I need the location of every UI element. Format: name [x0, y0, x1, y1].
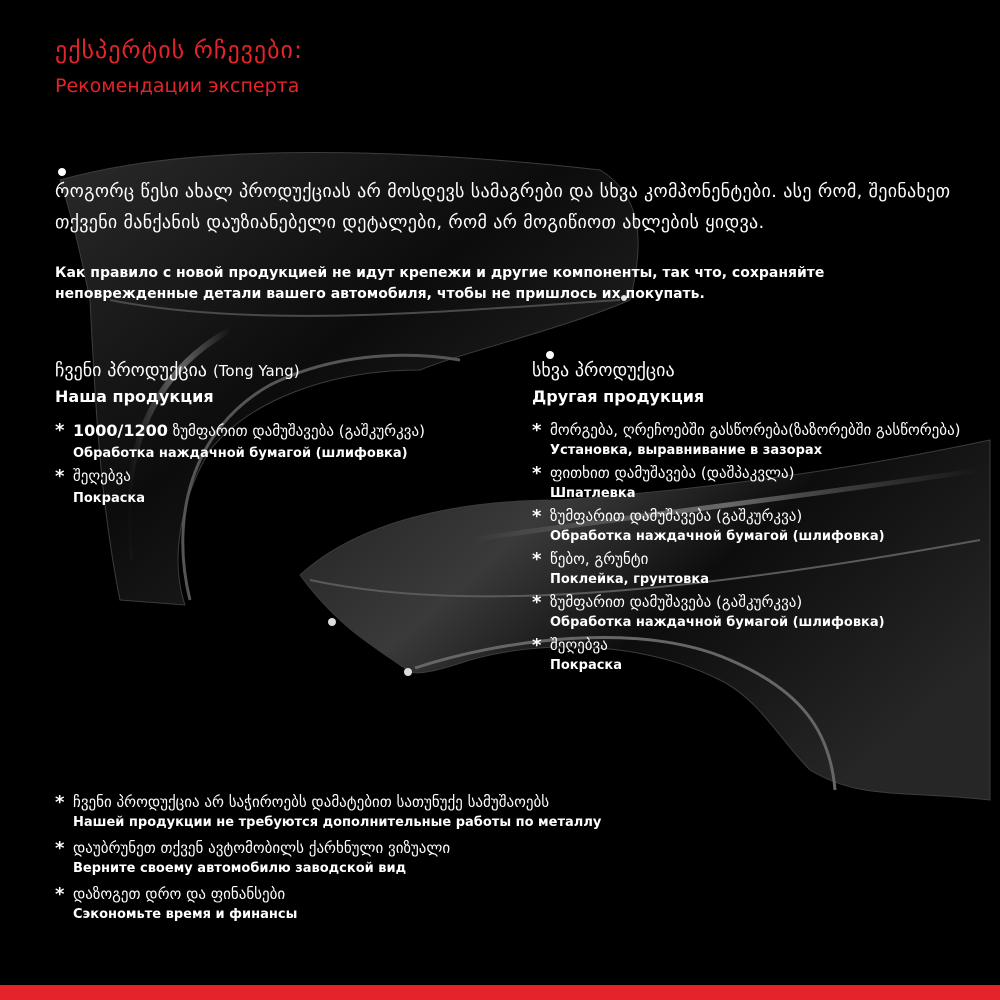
list-item [55, 884, 601, 924]
other-products-section [532, 360, 961, 678]
list-item [532, 463, 961, 503]
list-item [532, 592, 961, 632]
bullet-star: * [532, 549, 542, 570]
list-item-text-ka: დაუბრუნეთ თქვენ ავტომობილს ქარხნული ვიზუალი [73, 839, 451, 857]
list-item-text-ru: Установка, выравнивание в зазорах [550, 443, 823, 458]
grit-value: 1000/1200 [73, 421, 168, 440]
list-item-text-ka: შეღებვა [73, 467, 131, 485]
list-item [532, 420, 961, 460]
list-item-text-ru: Нашей продукции не требуются дополнительные работы по металлу [73, 815, 602, 830]
brand-name: (Tong Yang) [212, 362, 300, 380]
intro-text-ka: როგორც წესი ახალ პროდუქციას არ მოსდევს სამაგრები და სხვა კომპონენტები. ასე რომ, შეინახეთ თქვენი მანქანის დაუზიანებელი დეტალები, რომ არ მოგიწიოთ ახლების ყიდვა. [55, 181, 951, 233]
list-item-text-ru: Сэкономьте время и финансы [73, 907, 298, 922]
bullet-star: * [532, 420, 542, 441]
bullet-star: * [55, 466, 65, 487]
list-item-text-ka: ზუმფარით დამუშავება (გაშკურკვა) [172, 422, 425, 440]
benefits-list [55, 792, 601, 930]
list-item-text-ru: Обработка наждачной бумагой (шлифовка) [550, 615, 885, 630]
list-item-text-ka: ზუმფარით დამუშავება (გაშკურკვა) [550, 593, 803, 611]
bullet-star: * [55, 420, 65, 441]
list-item-text-ru: Обработка наждачной бумагой (шлифовка) [73, 446, 408, 461]
list-item-text-ka: ზუმფარით დამუშავება (გაშკურკვა) [550, 507, 803, 525]
bullet-star: * [532, 506, 542, 527]
list-item [55, 466, 425, 508]
bullet-star: * [532, 635, 542, 656]
list-item [55, 838, 601, 878]
list-item-text-ru: Покраска [550, 658, 623, 673]
intro-text-ru: Как правило с новой продукцией не идут крепежи и другие компоненты, так что, сохраняйте неповрежденные детали вашего автомобиля, чтобы не пришлось их покупать. [55, 265, 825, 302]
list-item [532, 549, 961, 589]
list-item-text-ru: Обработка наждачной бумагой (шлифовка) [550, 529, 885, 544]
list-item [55, 792, 601, 832]
footer-accent-bar [0, 985, 1000, 1000]
bullet-star: * [55, 838, 65, 859]
bullet-star: * [55, 884, 65, 905]
our-products-list [55, 420, 425, 508]
list-item-text-ka: ფითხით დამუშავება (დაშპაკვლა) [550, 464, 795, 482]
our-products-section [55, 360, 425, 511]
other-products-list [532, 420, 961, 675]
list-item-text-ru: Верните своему автомобилю заводской вид [73, 861, 407, 876]
list-item-text-ru: Покраска [73, 491, 146, 506]
our-products-heading-ka: ჩვენი პროდუქცია [55, 360, 207, 381]
list-item [532, 506, 961, 546]
other-products-heading-ka: სხვა პროდუქცია [532, 360, 675, 381]
list-item-text-ru: Поклейка, грунтовка [550, 572, 709, 587]
list-item [55, 420, 425, 463]
other-products-heading-ru: Другая продукция [532, 387, 705, 406]
list-item [532, 635, 961, 675]
list-item-text-ka: დაზოგეთ დრო და ფინანსები [73, 885, 286, 903]
list-item-text-ka: შეღებვა [550, 636, 608, 654]
bullet-star: * [55, 792, 65, 813]
our-products-heading [55, 360, 425, 381]
list-item-text-ka: ჩვენი პროდუქცია არ საჭიროებს დამატებით სათუნუქე სამუშაოებს [73, 793, 550, 811]
page-title: ექსპერტის რჩევები: [55, 36, 304, 64]
list-item-text-ka: წებო, გრუნტი [550, 550, 649, 568]
bullet-star: * [532, 592, 542, 613]
page-subtitle: Рекомендации эксперта [55, 75, 300, 97]
bullet-star: * [532, 463, 542, 484]
list-item-text-ka: მორგება, ღრეჩოებში გასწორება(ზაზორებში გასწორება) [550, 421, 961, 439]
our-products-heading-ru: Наша продукция [55, 387, 214, 406]
list-item-text-ru: Шпатлевка [550, 486, 636, 501]
